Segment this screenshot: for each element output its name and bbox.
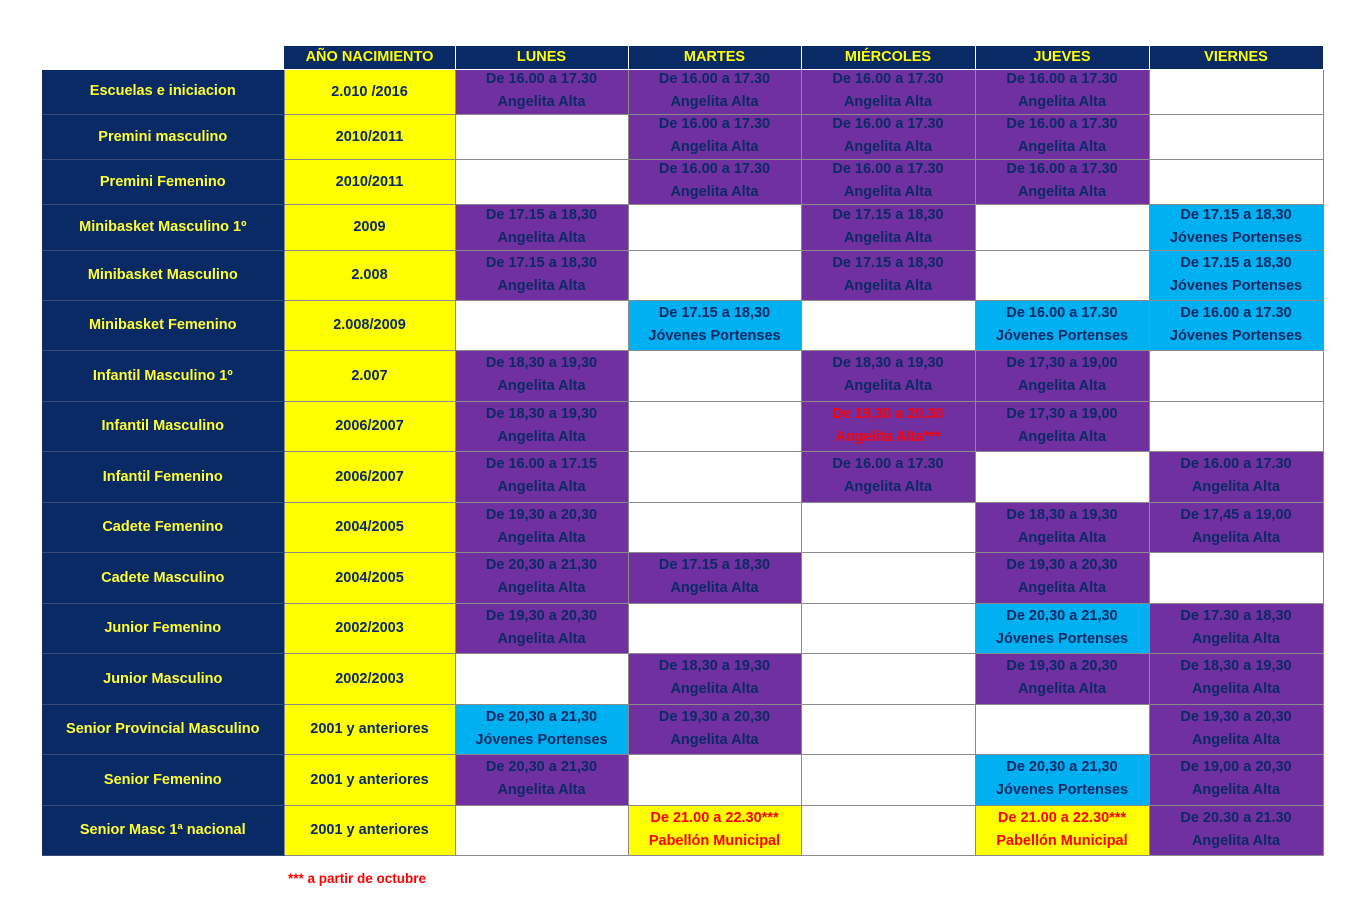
table-row xyxy=(42,806,1323,856)
session-venue: Angelita Alta xyxy=(670,580,759,596)
session-cell-tuesday xyxy=(628,301,801,351)
session-time: De 17.15 a 18,30 xyxy=(832,206,944,223)
session-venue: Angelita Alta xyxy=(497,229,586,246)
session-cell-wednesday xyxy=(801,553,975,604)
session-cell-tuesday xyxy=(628,402,801,452)
session-cell-tuesday xyxy=(628,452,801,503)
session-time: De 17.15 a 18,30 xyxy=(658,557,771,573)
category-label: Senior Provincial Masculino xyxy=(42,705,284,755)
header-wednesday: MIÉRCOLES xyxy=(801,46,975,70)
table-row xyxy=(42,70,1323,115)
table-row xyxy=(42,301,1323,351)
session-cell-friday xyxy=(1149,351,1323,402)
session-time: De 19,30 a 20,30 xyxy=(485,506,598,523)
table-row xyxy=(42,755,1323,806)
session-venue: Angelita Alta xyxy=(1191,832,1281,849)
session-cell-monday xyxy=(455,755,628,806)
table-row xyxy=(42,402,1323,452)
session-cell-tuesday xyxy=(628,115,801,160)
session-venue: Angelita Alta xyxy=(843,229,933,246)
session-cell-wednesday xyxy=(801,160,975,205)
session-venue: Jóvenes Portenses xyxy=(648,327,781,344)
session-cell-tuesday xyxy=(628,160,801,205)
session-cell-thursday xyxy=(975,705,1149,755)
session-cell-tuesday xyxy=(628,205,801,251)
session-cell-monday xyxy=(455,503,628,553)
session-venue: Pabellón Municipal xyxy=(996,832,1128,849)
session-cell-wednesday xyxy=(801,70,975,115)
session-cell-thursday xyxy=(975,205,1149,251)
birth-year-cell: 2001 y anteriores xyxy=(284,755,455,806)
session-time: De 19,30 a 20,30 xyxy=(658,708,771,725)
session-venue: Angelita Alta xyxy=(497,277,586,294)
session-cell-monday xyxy=(455,604,628,654)
session-time: De 19,30 a 20,30 xyxy=(1006,557,1118,573)
session-cell-thursday xyxy=(975,301,1149,351)
session-venue: Angelita Alta xyxy=(1191,782,1281,798)
session-time: De 16.00 a 17.30 xyxy=(832,116,944,132)
category-label: Infantil Femenino xyxy=(42,452,284,503)
session-venue: Angelita Alta xyxy=(1191,479,1281,495)
session-cell-monday xyxy=(455,806,628,856)
session-cell-wednesday xyxy=(801,351,975,402)
session-cell-tuesday xyxy=(628,503,801,553)
table-row xyxy=(42,654,1323,705)
session-venue: Angelita Alta xyxy=(497,479,586,495)
session-cell-wednesday xyxy=(801,654,975,705)
session-cell-monday xyxy=(455,251,628,301)
session-venue: Angelita Alta xyxy=(843,277,933,294)
session-venue: Angelita Alta xyxy=(670,681,759,697)
session-cell-wednesday xyxy=(801,452,975,503)
session-cell-thursday xyxy=(975,115,1149,160)
session-cell-tuesday xyxy=(628,251,801,301)
table-row xyxy=(42,503,1323,553)
session-time: De 16.00 a 17.30 xyxy=(1006,71,1118,87)
category-label: Junior Femenino xyxy=(42,604,284,654)
session-time: De 20,30 a 21,30 xyxy=(1006,607,1118,624)
session-time: De 17.15 a 18,30 xyxy=(485,206,598,223)
session-time: De 17.15 a 18,30 xyxy=(658,304,771,321)
session-cell-wednesday xyxy=(801,806,975,856)
session-cell-thursday xyxy=(975,70,1149,115)
category-label: Junior Masculino xyxy=(42,654,284,705)
birth-year-cell: 2004/2005 xyxy=(284,503,455,553)
session-time: De 16.00 a 17.30 xyxy=(1180,304,1292,321)
session-cell-monday xyxy=(455,654,628,705)
session-venue: Angelita Alta xyxy=(670,731,759,748)
session-time: De 17.15 a 18,30 xyxy=(1180,206,1292,223)
schedule-body xyxy=(42,70,1323,856)
session-venue: Angelita Alta xyxy=(497,529,586,546)
session-time: De 17.15 a 18,30 xyxy=(485,254,598,271)
session-time: De 16.00 a 17.30 xyxy=(832,161,944,177)
session-time: De 17,45 a 19,00 xyxy=(1180,506,1292,523)
session-cell-thursday xyxy=(975,503,1149,553)
session-cell-wednesday xyxy=(801,604,975,654)
session-cell-monday xyxy=(455,205,628,251)
session-time: De 16.00 a 17.15 xyxy=(485,456,598,472)
session-cell-friday xyxy=(1149,755,1323,806)
session-time: De 16.00 a 17.30 xyxy=(658,71,771,87)
session-time: De 16.00 a 17.30 xyxy=(658,116,771,132)
session-cell-tuesday xyxy=(628,654,801,705)
schedule-sheet xyxy=(42,45,1324,856)
training-schedule-table xyxy=(42,45,1324,856)
birth-year-cell: 2.007 xyxy=(284,351,455,402)
session-cell-tuesday xyxy=(628,604,801,654)
header-monday: LUNES xyxy=(455,46,628,70)
category-label: Senior Femenino xyxy=(42,755,284,806)
session-cell-thursday xyxy=(975,160,1149,205)
session-venue: Angelita Alta xyxy=(1191,731,1281,748)
session-cell-friday xyxy=(1149,301,1323,351)
session-time: De 16.00 a 17.30 xyxy=(832,456,944,472)
session-time: De 16.00 a 17.30 xyxy=(1006,116,1118,132)
session-time: De 16.00 a 17.30 xyxy=(1180,456,1292,472)
session-venue: Angelita Alta xyxy=(1017,139,1107,155)
birth-year-cell: 2006/2007 xyxy=(284,452,455,503)
table-row xyxy=(42,160,1323,205)
session-venue: Angelita Alta xyxy=(843,94,933,110)
birth-year-cell: 2.008/2009 xyxy=(284,301,455,351)
session-time: De 19,30 a 20,30 xyxy=(832,405,944,422)
session-time: De 20,30 a 21,30 xyxy=(485,759,598,775)
session-venue: Angelita Alta xyxy=(670,94,759,110)
header-thursday: JUEVES xyxy=(975,46,1149,70)
session-time: De 18,30 a 19,30 xyxy=(658,658,771,674)
session-cell-tuesday xyxy=(628,70,801,115)
session-venue: Angelita Alta xyxy=(497,580,586,596)
session-cell-tuesday xyxy=(628,755,801,806)
session-cell-thursday xyxy=(975,452,1149,503)
session-time: De 19,30 a 20,30 xyxy=(1180,708,1292,725)
session-time: De 17.30 a 18,30 xyxy=(1180,607,1292,624)
session-time: De 17,30 a 19,00 xyxy=(1006,355,1118,371)
session-cell-tuesday xyxy=(628,806,801,856)
birth-year-cell: 2001 y anteriores xyxy=(284,705,455,755)
session-cell-friday xyxy=(1149,402,1323,452)
session-venue: Jóvenes Portenses xyxy=(995,630,1129,647)
session-venue: Angelita Alta xyxy=(843,378,933,394)
session-cell-monday xyxy=(455,553,628,604)
session-time: De 20,30 a 21,30 xyxy=(485,708,598,725)
session-venue: Angelita Alta xyxy=(497,428,586,445)
category-label: Senior Masc 1ª nacional xyxy=(42,806,284,856)
table-row xyxy=(42,705,1323,755)
session-venue: Angelita Alta xyxy=(1017,94,1107,110)
session-venue: Pabellón Municipal xyxy=(648,832,781,849)
session-cell-monday xyxy=(455,160,628,205)
session-time: De 16.00 a 17.30 xyxy=(832,71,944,87)
session-time: De 21.00 a 22.30*** xyxy=(997,809,1127,826)
session-cell-friday xyxy=(1149,70,1323,115)
session-cell-friday xyxy=(1149,251,1323,301)
session-venue: Angelita Alta xyxy=(1017,378,1107,394)
session-cell-friday xyxy=(1149,160,1323,205)
session-venue: Jóvenes Portenses xyxy=(995,782,1129,798)
session-cell-monday xyxy=(455,402,628,452)
session-cell-wednesday xyxy=(801,402,975,452)
session-cell-monday xyxy=(455,70,628,115)
session-venue: Angelita Alta*** xyxy=(835,428,941,445)
session-time: De 21.00 a 22.30*** xyxy=(650,809,779,826)
birth-year-cell: 2009 xyxy=(284,205,455,251)
session-time: De 20,30 a 21,30 xyxy=(1006,759,1118,775)
birth-year-cell: 2001 y anteriores xyxy=(284,806,455,856)
category-label: Escuelas e iniciacion xyxy=(42,70,284,115)
birth-year-cell: 2010/2011 xyxy=(284,115,455,160)
session-cell-monday xyxy=(455,705,628,755)
category-label: Minibasket Masculino 1º xyxy=(42,205,284,251)
session-cell-friday xyxy=(1149,604,1323,654)
session-cell-friday xyxy=(1149,452,1323,503)
footnote: *** a partir de octubre xyxy=(288,871,427,886)
session-venue: Angelita Alta xyxy=(1017,184,1107,200)
category-label: Cadete Femenino xyxy=(42,503,284,553)
session-cell-thursday xyxy=(975,654,1149,705)
session-cell-tuesday xyxy=(628,351,801,402)
table-row xyxy=(42,115,1323,160)
session-cell-thursday xyxy=(975,553,1149,604)
session-time: De 17.15 a 18,30 xyxy=(1180,254,1292,271)
birth-year-cell: 2006/2007 xyxy=(284,402,455,452)
category-label: Cadete Masculino xyxy=(42,553,284,604)
category-label: Infantil Masculino 1º xyxy=(42,351,284,402)
header-row xyxy=(42,46,1323,70)
category-label: Premini Femenino xyxy=(42,160,284,205)
session-time: De 20,30 a 21,30 xyxy=(485,557,598,573)
birth-year-cell: 2.008 xyxy=(284,251,455,301)
session-venue: Angelita Alta xyxy=(1017,580,1107,596)
session-venue: Angelita Alta xyxy=(1191,630,1281,647)
session-cell-thursday xyxy=(975,806,1149,856)
birth-year-cell: 2010/2011 xyxy=(284,160,455,205)
session-time: De 19,00 a 20,30 xyxy=(1180,759,1292,775)
session-time: De 18,30 a 19,30 xyxy=(1006,506,1118,523)
session-venue: Angelita Alta xyxy=(843,139,933,155)
session-venue: Angelita Alta xyxy=(497,378,586,394)
session-venue: Angelita Alta xyxy=(670,184,759,200)
table-row xyxy=(42,452,1323,503)
birth-year-cell: 2004/2005 xyxy=(284,553,455,604)
session-venue: Angelita Alta xyxy=(843,184,933,200)
session-time: De 16.00 a 17.30 xyxy=(1006,304,1118,321)
session-cell-friday xyxy=(1149,115,1323,160)
table-row xyxy=(42,251,1323,301)
birth-year-cell: 2002/2003 xyxy=(284,604,455,654)
category-label: Minibasket Masculino xyxy=(42,251,284,301)
session-venue: Jóvenes Portenses xyxy=(1169,327,1303,344)
session-cell-thursday xyxy=(975,251,1149,301)
birth-year-cell: 2002/2003 xyxy=(284,654,455,705)
birth-year-cell: 2.010 /2016 xyxy=(284,70,455,115)
session-cell-friday xyxy=(1149,503,1323,553)
table-row xyxy=(42,205,1323,251)
session-cell-friday xyxy=(1149,654,1323,705)
session-time: De 18,30 a 19,30 xyxy=(832,355,944,371)
session-cell-thursday xyxy=(975,604,1149,654)
session-cell-wednesday xyxy=(801,251,975,301)
session-cell-wednesday xyxy=(801,301,975,351)
session-cell-monday xyxy=(455,301,628,351)
session-cell-friday xyxy=(1149,205,1323,251)
session-venue: Angelita Alta xyxy=(1017,529,1107,546)
header-birth-year: AÑO NACIMIENTO xyxy=(284,46,455,70)
session-venue: Angelita Alta xyxy=(1017,681,1107,697)
session-time: De 18,30 a 19,30 xyxy=(485,405,598,422)
session-venue: Angelita Alta xyxy=(843,479,933,495)
session-cell-thursday xyxy=(975,755,1149,806)
session-venue: Angelita Alta xyxy=(1191,681,1281,697)
session-cell-tuesday xyxy=(628,705,801,755)
session-venue: Angelita Alta xyxy=(497,94,586,110)
session-cell-friday xyxy=(1149,553,1323,604)
session-time: De 20.30 a 21.30 xyxy=(1180,809,1292,826)
table-row xyxy=(42,351,1323,402)
table-row xyxy=(42,604,1323,654)
session-time: De 16.00 a 17.30 xyxy=(658,161,771,177)
session-cell-thursday xyxy=(975,402,1149,452)
session-cell-wednesday xyxy=(801,115,975,160)
session-cell-monday xyxy=(455,115,628,160)
session-cell-wednesday xyxy=(801,705,975,755)
header-friday: VIERNES xyxy=(1149,46,1323,70)
session-venue: Angelita Alta xyxy=(670,139,759,155)
session-cell-monday xyxy=(455,452,628,503)
session-cell-wednesday xyxy=(801,755,975,806)
session-cell-friday xyxy=(1149,806,1323,856)
session-time: De 19,30 a 20,30 xyxy=(485,607,598,624)
session-time: De 16.00 a 17.30 xyxy=(1006,161,1118,177)
session-venue: Angelita Alta xyxy=(497,630,586,647)
session-time: De 19,30 a 20,30 xyxy=(1006,658,1118,674)
session-cell-friday xyxy=(1149,705,1323,755)
session-time: De 17.15 a 18,30 xyxy=(832,254,944,271)
session-cell-monday xyxy=(455,351,628,402)
corner-cell xyxy=(42,46,284,70)
category-label: Premini masculino xyxy=(42,115,284,160)
session-time: De 17,30 a 19,00 xyxy=(1006,405,1118,422)
session-time: De 18,30 a 19,30 xyxy=(485,355,598,371)
session-cell-wednesday xyxy=(801,205,975,251)
session-venue: Angelita Alta xyxy=(1017,428,1107,445)
table-row xyxy=(42,553,1323,604)
session-venue: Jóvenes Portenses xyxy=(475,731,608,748)
category-label: Minibasket Femenino xyxy=(42,301,284,351)
session-time: De 18,30 a 19,30 xyxy=(1180,658,1292,674)
header-tuesday: MARTES xyxy=(628,46,801,70)
session-venue: Jóvenes Portenses xyxy=(995,327,1129,344)
session-venue: Angelita Alta xyxy=(497,782,586,798)
session-cell-wednesday xyxy=(801,503,975,553)
session-venue: Jóvenes Portenses xyxy=(1169,277,1303,294)
session-time: De 16.00 a 17.30 xyxy=(485,71,598,87)
session-cell-tuesday xyxy=(628,553,801,604)
session-venue: Angelita Alta xyxy=(1191,529,1281,546)
session-cell-thursday xyxy=(975,351,1149,402)
session-venue: Jóvenes Portenses xyxy=(1169,229,1303,246)
category-label: Infantil Masculino xyxy=(42,402,284,452)
